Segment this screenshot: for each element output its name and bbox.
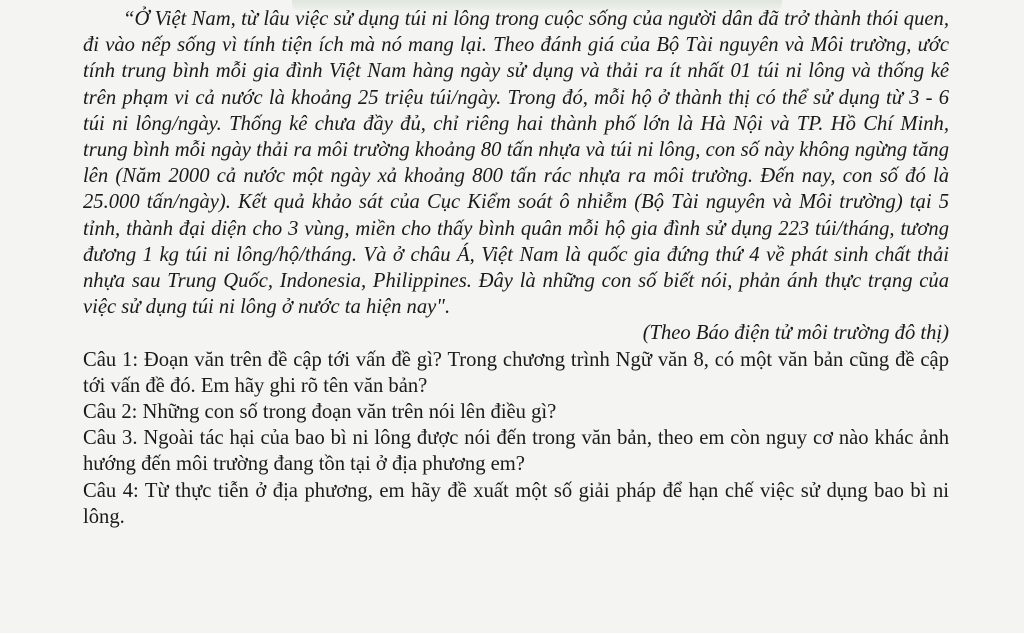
question-1: Câu 1: Đoạn văn trên đề cập tới vấn đề gì? Trong chương trình Ngữ văn 8, có một văn bản cũng đề cập tới vấn đề đó. Em hãy ghi rõ tên văn bản? <box>83 348 949 397</box>
source-citation: (Theo Báo điện tử môi trường đô thị) <box>642 322 949 345</box>
question-2: Câu 2: Những con số trong đoạn văn trên nói lên điều gì? <box>83 401 557 424</box>
question-3: Câu 3. Ngoài tác hại của bao bì ni lông được nói đến trong văn bản, theo em còn nguy cơ nào khác ảnh hướng đến môi trường đang tồn tại ở địa phương em? <box>83 427 949 476</box>
reading-passage: “Ở Việt Nam, từ lâu việc sử dụng túi ni lông trong cuộc sống của người dân đã trở thành thói quen, đi vào nếp sống vì tính tiện ích mà nó mang lại. Theo đánh giá của Bộ Tài nguyên và Môi trường, ước tính trung bình mỗi gia đình Việt Nam hàng ngày sử dụng và thải ra ít nhất 01 túi ni lông và thống kê trên phạm vi cả nước là khoảng 25 triệu túi/ngày. Trong đó, mỗi hộ ở thành thị có thể sử dụng từ 3 - 6 túi ni lông/ngày. Thống kê chưa đầy đủ, chỉ riêng hai thành phố lớn là Hà Nội và TP. Hồ Chí Minh, trung bình mỗi ngày thải ra môi trường khoảng 80 tấn nhựa và túi ni lông, con số này không ngừng tăng lên (Năm 2000 cả nước một ngày xả khoảng 800 tấn rác nhựa ra môi trường. Đến nay, con số đó là 25.000 tấn/ngày). Kết quả khảo sát của Cục Kiểm soát ô nhiễm (Bộ Tài nguyên và Môi trường) tại 5 tỉnh, thành đại diện cho 3 vùng, miền cho thấy bình quân mỗi hộ gia đình sử dụng 223 túi/tháng, tương đương 1 kg túi ni lông/hộ/tháng. Và ở châu Á, Việt Nam là quốc gia đứng thứ 4 về phát sinh chất thải nhựa sau Trung Quốc, Indonesia, Philippines. Đây là những con số biết nói, phản ánh thực trạng của việc sử dụng túi ni lông ở nước ta hiện nay". <box>83 8 949 319</box>
document-page <box>83 6 949 530</box>
question-4: Câu 4: Từ thực tiễn ở địa phương, em hãy đề xuất một số giải pháp để hạn chế việc sử dụng bao bì ni lông. <box>83 479 949 528</box>
question-list <box>83 347 949 530</box>
